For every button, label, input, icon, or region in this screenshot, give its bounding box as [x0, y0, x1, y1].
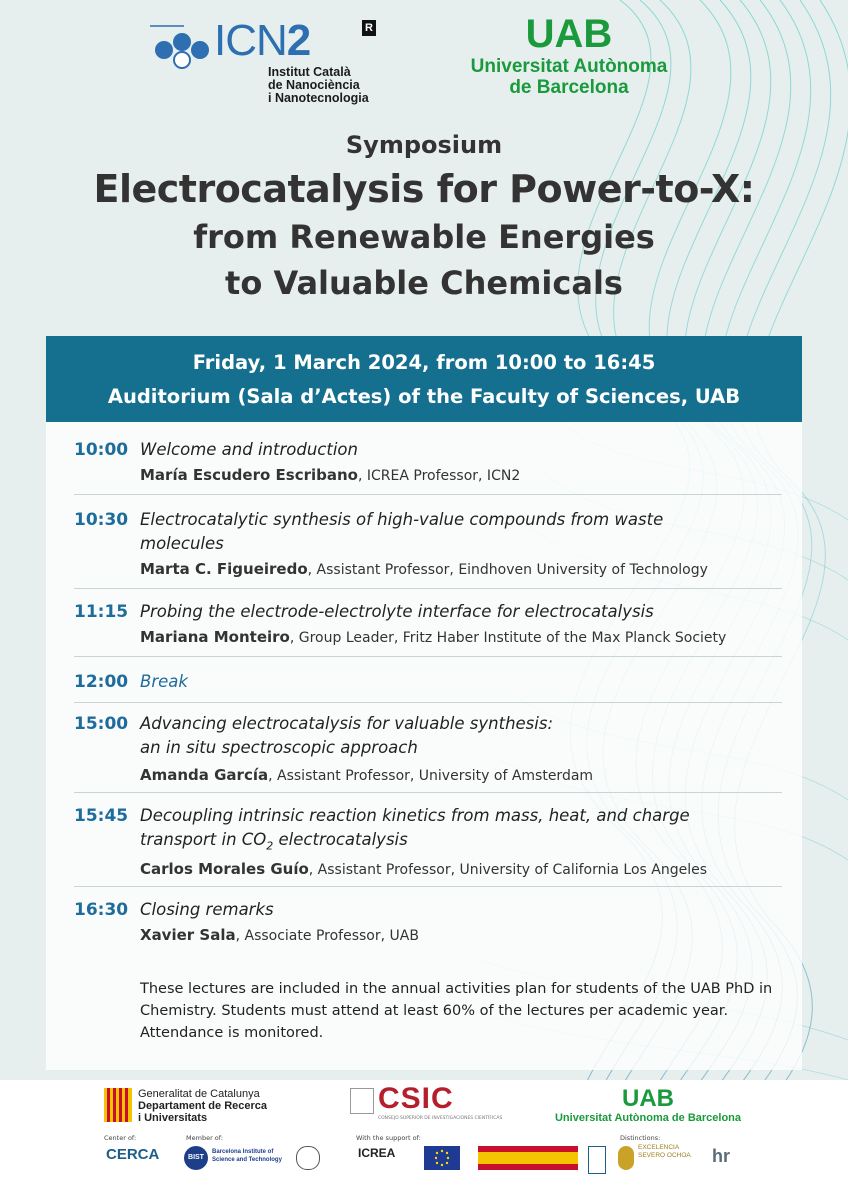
program-talk-title: Welcome and introduction [140, 440, 358, 459]
program-speaker: Carlos Morales Guío, Assistant Professor, University of California Los Angeles [140, 860, 708, 878]
label-distinctions: Distinctions: [620, 1134, 661, 1142]
bist-logo: BIST [184, 1146, 208, 1170]
icn2-logo [150, 14, 390, 106]
generalitat-logo: Generalitat de Catalunya Departament de Recerca i Universitats [104, 1088, 284, 1128]
eu-flag-icon [424, 1146, 460, 1170]
severo-ochoa-text: EXCELENCIA SEVERO OCHOA [638, 1144, 691, 1159]
program-time: 10:30 [74, 510, 129, 530]
program-talk-title: Electrocatalytic synthesis of high-value compounds from waste molecules [140, 510, 664, 553]
icrea-logo: ICREA [358, 1146, 396, 1160]
title-kicker: Symposium [345, 131, 503, 159]
csic-emblem-icon [350, 1088, 374, 1114]
symposium-title-block [0, 128, 848, 306]
program-speaker: María Escudero Escribano, ICREA Professor, ICN2 [140, 466, 521, 484]
icn2-wordmark: ICN2 [214, 16, 311, 65]
event-date-band [46, 336, 802, 422]
attendance-note: These lectures are included in the annual activities plan for students of the UAB PhD in Chemistry. Students must attend at least 60% of the lectures per academic year. Attendance is monitored. [140, 981, 773, 1041]
cerca-logo: CERCA [106, 1146, 160, 1163]
program-speaker: Amanda García, Assistant Professor, University of Amsterdam [140, 766, 594, 784]
program-talk-title: Decoupling intrinsic reaction kinetics from mass, heat, and charge transport in $CO_2$ electrocatalysis [140, 806, 690, 853]
label-center-of: Center of: [104, 1134, 137, 1142]
footer-uab-logo: UAB Universitat Autònoma de Barcelona [554, 1085, 742, 1124]
icn2-registered-mark: R [362, 20, 376, 36]
program-speaker: Mariana Monteiro, Group Leader, Fritz Haber Institute of the Max Planck Society [140, 628, 727, 646]
program-divider [74, 702, 782, 703]
program-talk-title: Closing remarks [140, 900, 274, 919]
program-divider [74, 886, 782, 887]
senyera-flag-icon [104, 1088, 132, 1122]
spain-ministry-logo [478, 1146, 578, 1170]
title-sub-1: from Renewable Energies [193, 218, 655, 256]
program-time: 15:45 [74, 806, 129, 826]
program-divider [74, 588, 782, 589]
sponsor-footer [0, 1080, 848, 1200]
program-divider [74, 792, 782, 793]
label-member-of: Member of: [186, 1134, 224, 1142]
program-break-label: Break [140, 672, 188, 691]
title-sub-2: to Valuable Chemicals [225, 264, 623, 302]
label-support: With the support of: [356, 1134, 421, 1142]
program-talk-title: Probing the electrode-electrolyte interface for electrocatalysis [140, 602, 654, 621]
icn2-molecule-icon [150, 20, 216, 70]
title-main: Electrocatalysis for Power-to-X: [93, 167, 755, 211]
bist-text: Barcelona Institute of Science and Technology [212, 1149, 282, 1163]
event-date: Friday, 1 March 2024, from 10:00 to 16:45 [192, 351, 656, 374]
program-time: 12:00 [74, 672, 129, 692]
event-venue: Auditorium (Sala d’Actes) of the Faculty of Sciences, UAB [107, 385, 741, 408]
program-time: 10:00 [74, 440, 129, 460]
csic-logo: CSIC CONSEJO SUPERIOR DE INVESTIGACIONES CIENTÍFICAS [350, 1086, 500, 1126]
program-divider [74, 494, 782, 495]
hr-excellence-logo: hr [712, 1146, 730, 1166]
severo-medal-icon [618, 1146, 634, 1170]
program-divider [74, 656, 782, 657]
program-time: 16:30 [74, 900, 129, 920]
program-panel [46, 422, 802, 1070]
program-speaker: Xavier Sala, Associate Professor, UAB [140, 926, 419, 944]
program-speaker: Marta C. Figueiredo, Assistant Professor, Eindhoven University of Technology [140, 560, 708, 578]
agency-icon [588, 1146, 606, 1174]
uab-logo: UAB Universitat Autònoma de Barcelona [470, 12, 668, 98]
program-time: 11:15 [74, 602, 129, 622]
severo-alliance-icon [296, 1146, 320, 1170]
program-talk-title: Advancing electrocatalysis for valuable synthesis: an in situ spectroscopic approach [140, 714, 554, 757]
program-time: 15:00 [74, 714, 129, 734]
icn2-full-name: Institut Català de Nanociència i Nanotecnologia [268, 65, 369, 105]
